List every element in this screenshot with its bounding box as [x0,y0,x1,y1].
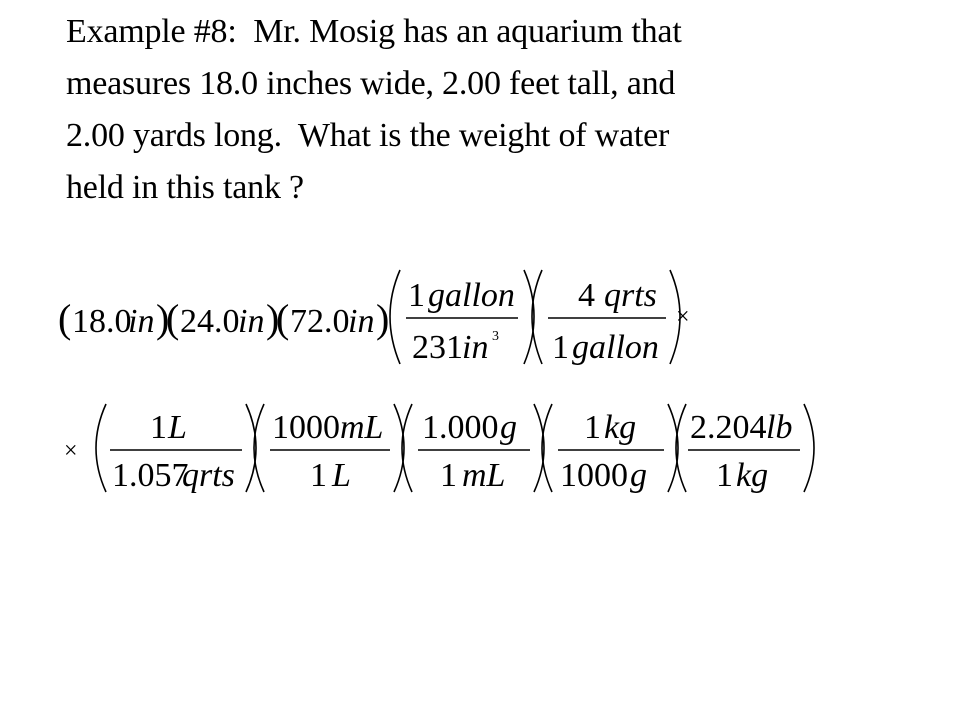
equation-row-1 [58,264,708,374]
fraction-numerator-value: 1.000 [422,409,499,446]
fraction-numerator-value: 2.204 [690,409,767,446]
fraction-denominator-value: 1 [716,457,733,494]
problem-line-2: measures 18.0 inches wide, 2.00 feet tall, and [66,65,676,102]
problem-line-3: 2.00 yards long. What is the weight of water [66,117,670,154]
big-paren-open [96,404,106,492]
fraction-denominator-unit: mL [462,457,506,494]
fraction-numerator-value: 4 [578,277,595,314]
equation-row-1-svg [58,264,708,374]
equation-row-2-svg [64,400,824,500]
times-sign: × [64,438,78,464]
fraction-numerator-value: 1 [408,277,425,314]
problem-line-4: held in this tank ? [66,169,304,206]
fraction-denominator-unit: g [630,457,647,494]
fraction-denominator-value: 1.057 [112,457,189,494]
fraction-denominator-unit: kg [736,457,769,494]
fraction-numerator-unit: mL [340,409,384,446]
times-sign: × [676,304,690,330]
equation-row-2 [64,400,824,500]
big-paren-open [390,270,400,364]
problem-statement [66,6,886,214]
big-paren-close [804,404,814,492]
fraction-denominator-exponent: 3 [492,329,499,344]
paren-open: ( [166,296,180,341]
problem-line-1: Example #8: Mr. Mosig has an aquarium that [66,13,682,50]
paren-open: ( [276,296,290,341]
fraction-denominator-value: 231 [412,329,463,366]
fraction-denominator-value: 1000 [560,457,628,494]
paren-close: ) [156,296,170,341]
factor-unit: in [348,303,375,340]
fraction-denominator-unit: L [332,457,351,494]
factor-value: 18.0 [72,303,132,340]
fraction-numerator-unit: lb [766,409,793,446]
fraction-numerator-unit: g [500,409,517,446]
fraction-numerator-value: 1000 [272,409,340,446]
fraction-denominator-value: 1 [310,457,327,494]
fraction-denominator-unit: in [462,329,489,366]
fraction-denominator-unit: qrts [182,457,235,494]
fraction-numerator-value: 1 [584,409,601,446]
fraction-numerator-unit: L [168,409,187,446]
paren-open: ( [58,296,72,341]
fraction-numerator-value: 1 [150,409,167,446]
factor-value: 72.0 [290,303,350,340]
fraction-denominator-value: 1 [552,329,569,366]
factor-unit: in [128,303,155,340]
factor-unit: in [238,303,265,340]
fraction-denominator-unit: gallon [572,329,659,366]
fraction-numerator-unit: qrts [604,277,657,314]
fraction-numerator-unit: gallon [428,277,515,314]
fraction-numerator-unit: kg [604,409,637,446]
paren-close: ) [376,296,390,341]
factor-value: 24.0 [180,303,240,340]
fraction-denominator-value: 1 [440,457,457,494]
paren-close: ) [266,296,280,341]
